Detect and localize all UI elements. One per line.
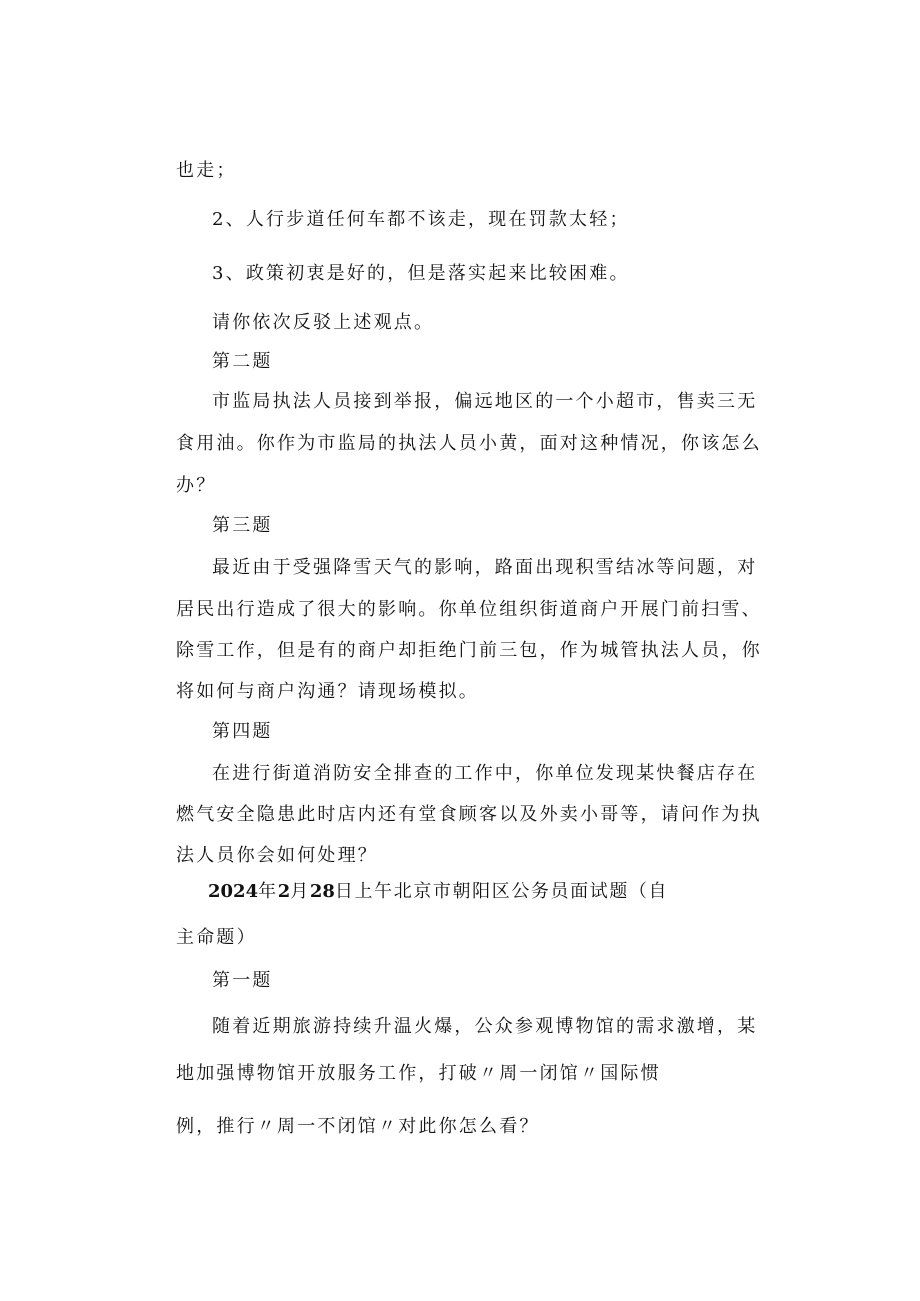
- paragraph-line: 2、人行步道任何车都不该走，现在罚款太轻；: [212, 209, 630, 230]
- paragraph-line: 3、政策初衷是好的，但是落实起来比较困难。: [212, 263, 630, 284]
- paragraph-line: 也走；: [176, 160, 237, 181]
- paragraph-line: 法人员你会如何处理？: [176, 845, 378, 866]
- paragraph-line: 地加强博物馆开放服务工作，打破〃周一闭馆〃国际惯: [176, 1063, 661, 1084]
- exam-title-line: [208, 880, 668, 904]
- title-month: 2: [277, 881, 291, 902]
- section-heading: 第二题: [212, 351, 273, 372]
- paragraph-line: 市监局执法人员接到举报，偏远地区的一个小超市，售卖三无: [212, 391, 758, 412]
- title-rest: 日上午北京市朝阳区公务员面试题（自: [334, 881, 669, 902]
- paragraph-line: 主命题）: [176, 927, 257, 948]
- paragraph-line: 随着近期旅游持续升温火爆，公众参观博物馆的需求激增，某: [212, 1016, 758, 1037]
- paragraph-line: 在进行街道消防安全排查的工作中，你单位发现某快餐店存在: [212, 763, 758, 784]
- paragraph-line: 燃气安全隐患此时店内还有堂食顾客以及外卖小哥等，请问作为执: [176, 804, 762, 825]
- title-month-suffix: 月: [290, 881, 310, 902]
- title-year: 2024: [208, 881, 259, 902]
- paragraph-line: 请你依次反驳上述观点。: [212, 312, 435, 333]
- section-heading: 第一题: [212, 970, 273, 991]
- paragraph-line: 食用油。你作为市监局的执法人员小黄，面对这种情况，你该怎么: [176, 433, 762, 454]
- paragraph-line: 除雪工作，但是有的商户却拒绝门前三包，作为城管执法人员，你: [176, 640, 762, 661]
- title-day: 28: [309, 881, 335, 902]
- paragraph-line: 最近由于受强降雪天气的影响，路面出现积雪结冰等问题，对: [212, 557, 758, 578]
- title-year-suffix: 年: [258, 881, 278, 902]
- paragraph-line: 例，推行〃周一不闭馆〃对此你怎么看？: [176, 1116, 540, 1137]
- section-heading: 第四题: [212, 721, 273, 742]
- paragraph-line: 居民出行造成了很大的影响。你单位组织街道商户开展门前扫雪、: [176, 599, 762, 620]
- section-heading: 第三题: [212, 515, 273, 536]
- paragraph-line: 办？: [176, 475, 217, 496]
- paragraph-line: 将如何与商户沟通？请现场模拟。: [176, 681, 479, 702]
